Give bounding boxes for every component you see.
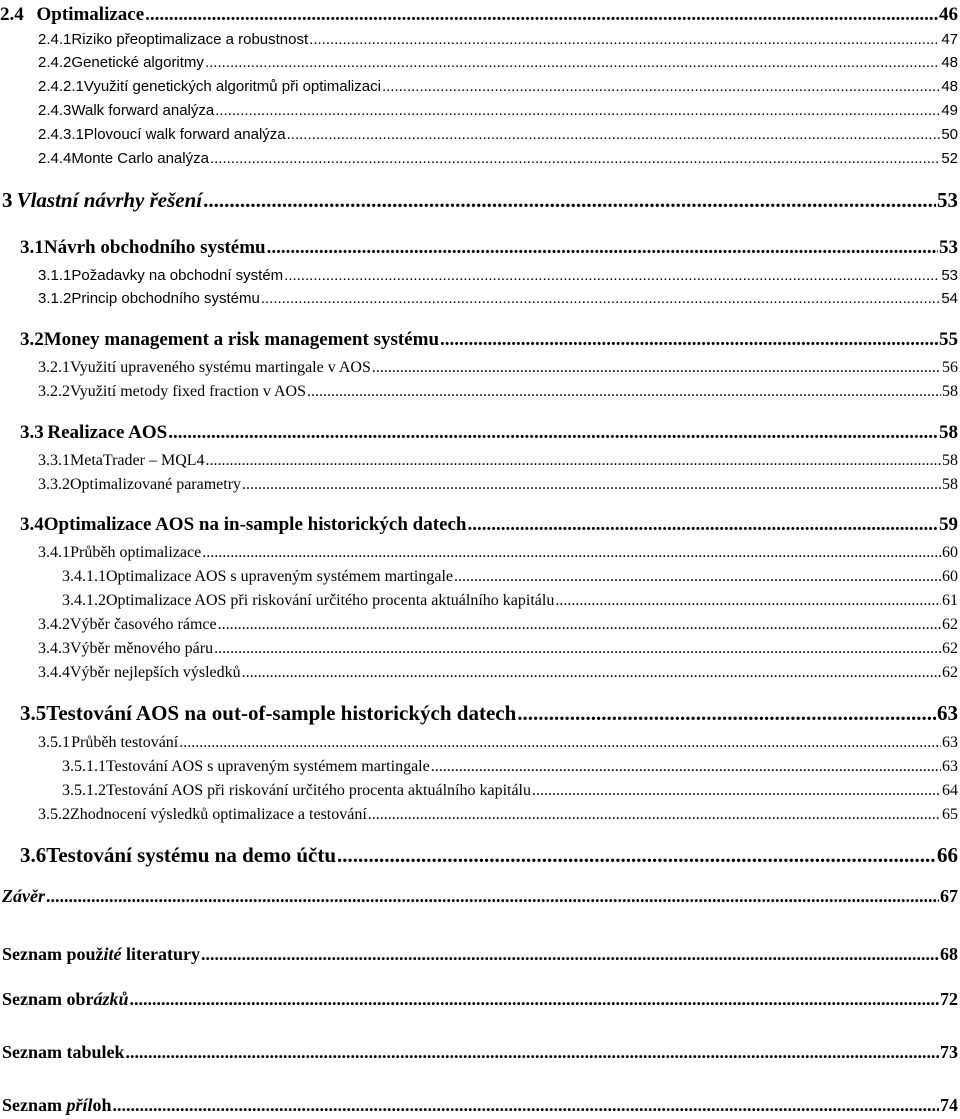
dot-leader xyxy=(368,807,941,823)
toc-chapter[interactable] xyxy=(2,190,958,211)
toc-entry-number: 3.4.1.1 xyxy=(62,568,106,585)
dot-leader xyxy=(242,665,941,681)
toc-entry[interactable] xyxy=(62,759,958,775)
dot-leader xyxy=(210,151,940,166)
toc-entry-page: 48 xyxy=(941,78,958,95)
toc-entry-number: 3.4.2 xyxy=(38,616,70,633)
toc-entry[interactable] xyxy=(62,569,958,585)
toc-entry-number: 3.3.2 xyxy=(38,476,70,493)
dot-leader xyxy=(454,569,941,585)
dot-leader xyxy=(555,593,941,609)
toc-entry-title xyxy=(2,945,200,963)
toc-entry-title: Výběr nejlepších výsledků xyxy=(70,664,241,681)
dot-leader xyxy=(468,515,939,534)
toc-entry-page: 68 xyxy=(940,944,958,964)
toc-entry[interactable] xyxy=(38,453,958,469)
toc-entry-title: Testování AOS při riskování určitého procenta aktuálního kapitálu xyxy=(106,782,531,799)
dot-leader xyxy=(242,477,941,493)
toc-entry-title: Optimalizace AOS s upraveným systémem martingale xyxy=(106,568,454,585)
toc-entry[interactable] xyxy=(0,5,958,24)
toc-entry[interactable] xyxy=(20,330,958,349)
toc-entry-number: 3.4.3 xyxy=(38,640,70,657)
toc-entry-number: 3 xyxy=(2,188,13,212)
dot-leader xyxy=(46,887,939,905)
toc-back-matter-obrazky[interactable] xyxy=(2,990,958,1008)
dot-leader xyxy=(206,453,941,469)
toc-entry[interactable] xyxy=(38,127,958,142)
toc-entry-page: 49 xyxy=(941,102,958,119)
toc-entry-page: 72 xyxy=(940,989,958,1009)
dot-leader xyxy=(309,32,940,47)
toc-entry-number: 2.4.2 xyxy=(38,54,72,71)
dot-leader xyxy=(372,360,941,376)
dot-leader xyxy=(202,545,941,561)
toc-entry-page: 58 xyxy=(939,422,958,443)
toc-back-matter-prilohy[interactable] xyxy=(2,1096,958,1114)
toc-entry-title: Využití genetických algoritmů při optimalizaci xyxy=(83,78,381,95)
toc-entry-page: 48 xyxy=(941,54,958,71)
dot-leader xyxy=(261,291,941,306)
toc-entry[interactable] xyxy=(38,384,958,400)
toc-entry-page: 53 xyxy=(939,237,958,258)
toc-entry[interactable] xyxy=(38,291,958,306)
toc-entry-page: 58 xyxy=(942,476,958,493)
toc-entry-page: 67 xyxy=(940,886,958,906)
dot-leader xyxy=(337,845,936,866)
toc-entry-page: 58 xyxy=(942,452,958,469)
toc-entry-title: Vlastní návrhy řešení xyxy=(16,188,203,212)
dot-leader xyxy=(215,103,940,118)
toc-entry-title: Testování AOS s upraveným systémem martingale xyxy=(106,758,430,775)
toc-entry-number: 3.3 xyxy=(20,422,44,443)
toc-back-matter-zaver[interactable] xyxy=(2,887,958,905)
toc-entry[interactable] xyxy=(20,423,958,442)
dot-leader xyxy=(130,990,939,1008)
toc-entry-title: Princip obchodního systému xyxy=(71,290,260,307)
toc-entry-title: Výběr časového rámce xyxy=(70,616,217,633)
toc-entry-number: 3.4 xyxy=(20,514,44,535)
toc-entry[interactable] xyxy=(38,735,958,751)
toc-entry-page: 64 xyxy=(942,782,958,799)
title-part: ité xyxy=(103,944,122,964)
toc-entry-number: 3.4.4 xyxy=(38,664,70,681)
toc-entry-number: 3.1 xyxy=(20,237,44,258)
toc-entry-page: 62 xyxy=(942,664,958,681)
toc-entry-page: 60 xyxy=(942,568,958,585)
toc-entry-title: Využití metody fixed fraction v AOS xyxy=(70,383,306,400)
toc-entry-title xyxy=(2,990,129,1008)
dot-leader xyxy=(307,384,941,400)
toc-entry-page: 63 xyxy=(942,734,958,751)
toc-entry-title: Optimalizace AOS při riskování určitého procenta aktuálního kapitálu xyxy=(106,592,555,609)
toc-entry-page: 53 xyxy=(937,188,958,212)
toc-entry[interactable] xyxy=(20,515,958,534)
dot-leader xyxy=(126,1043,939,1061)
toc-entry-number: 3.1.2 xyxy=(38,290,72,307)
dot-leader xyxy=(205,55,940,70)
toc-entry-page: 55 xyxy=(939,329,958,350)
dot-leader xyxy=(113,1096,939,1114)
toc-entry-number: 3.5.1 xyxy=(38,734,70,751)
toc-back-matter-tabulky[interactable] xyxy=(2,1043,958,1061)
toc-entry-page: 73 xyxy=(940,1042,958,1062)
toc-entry-page: 62 xyxy=(942,616,958,633)
toc-entry[interactable] xyxy=(38,360,958,376)
toc-entry-title: Monte Carlo analýza xyxy=(71,150,209,167)
toc-entry[interactable] xyxy=(38,151,958,166)
toc-entry-number: 2.4.1 xyxy=(38,31,72,48)
title-part: ázků xyxy=(93,989,129,1009)
toc-entry-title: Zhodnocení výsledků optimalizace a testování xyxy=(70,806,367,823)
toc-entry-number: 2.4.3 xyxy=(38,102,72,119)
toc-entry-title: Walk forward analýza xyxy=(71,102,215,119)
toc-entry[interactable] xyxy=(38,79,958,94)
toc-entry-title: Průběh testování xyxy=(71,734,179,751)
toc-entry[interactable] xyxy=(38,32,958,47)
dot-leader xyxy=(382,79,940,94)
dot-leader xyxy=(168,423,938,442)
toc-entry-page: 50 xyxy=(941,126,958,143)
toc-entry-page: 62 xyxy=(942,640,958,657)
toc-entry-number: 3.5 xyxy=(20,701,47,725)
toc-entry-title: Požadavky na obchodní systém xyxy=(71,267,284,284)
title-part: Seznam použ xyxy=(2,944,104,964)
dot-leader xyxy=(517,703,936,724)
toc-entry-title: Optimalizace AOS na in-sample historických datech xyxy=(43,514,467,535)
toc-entry[interactable] xyxy=(20,238,958,257)
toc-entry-title: Plovoucí walk forward analýza xyxy=(83,126,286,143)
toc-entry-number: 3.4.1 xyxy=(38,544,70,561)
toc-entry[interactable] xyxy=(38,268,958,283)
toc-entry[interactable] xyxy=(38,665,958,681)
toc-entry-number: 2.4.4 xyxy=(38,150,72,167)
toc-entry-title: Průběh optimalizace xyxy=(70,544,202,561)
title-part: literatury xyxy=(121,944,200,964)
toc-entry-number: 3.2.1 xyxy=(38,359,70,376)
toc-entry-number: 3.5.1.1 xyxy=(62,758,106,775)
dot-leader xyxy=(201,945,939,963)
title-part: Seznam xyxy=(2,1095,67,1115)
toc-entry-number: 3.2 xyxy=(20,329,44,350)
dot-leader xyxy=(267,238,938,257)
toc-entry-title: Výběr měnového páru xyxy=(70,640,214,657)
toc-entry-title: Genetické algoritmy xyxy=(71,54,204,71)
toc-entry-title: Testování systému na demo účtu xyxy=(46,843,337,867)
toc-entry-page: 53 xyxy=(941,267,958,284)
toc-entry-page: 56 xyxy=(942,359,958,376)
dot-leader xyxy=(431,759,941,775)
toc-entry-page: 65 xyxy=(942,806,958,823)
toc-entry-title: Seznam tabulek xyxy=(2,1042,125,1062)
toc-entry-number: 3.4.1.2 xyxy=(62,592,106,609)
dot-leader xyxy=(145,5,938,24)
toc-entry-page: 61 xyxy=(942,592,958,609)
toc-entry-number: 2.4 xyxy=(0,4,24,25)
toc-entry[interactable] xyxy=(62,593,958,609)
toc-entry-page: 74 xyxy=(940,1095,958,1115)
toc-entry-page: 58 xyxy=(942,383,958,400)
toc-entry-page: 60 xyxy=(942,544,958,561)
dot-leader xyxy=(287,127,941,142)
toc-entry-page: 47 xyxy=(941,31,958,48)
toc-entry-title: Testování AOS na out-of-sample historických datech xyxy=(46,701,517,725)
toc-entry-number: 3.2.2 xyxy=(38,383,70,400)
toc-entry-number: 3.1.1 xyxy=(38,267,72,284)
toc-back-matter-literatura[interactable] xyxy=(2,945,958,963)
dot-leader xyxy=(532,783,941,799)
toc-entry[interactable] xyxy=(38,55,958,70)
toc-entry-number: 2.4.2.1 xyxy=(38,78,84,95)
toc-entry-number: 3.5.1.2 xyxy=(62,782,106,799)
toc-entry-number: 3.6 xyxy=(20,843,47,867)
toc-entry-title xyxy=(2,1096,112,1114)
toc-entry-title: Optimalizované parametry xyxy=(70,476,242,493)
title-part: oh xyxy=(92,1095,112,1115)
toc-entry-title: Optimalizace xyxy=(36,4,145,25)
toc-entry-number: 3.3.1 xyxy=(38,452,70,469)
title-part: Seznam obr xyxy=(2,989,94,1009)
toc-entry-page: 59 xyxy=(939,514,958,535)
toc-entry-number: 2.4.3.1 xyxy=(38,126,84,143)
toc-entry-page: 66 xyxy=(937,843,958,867)
dot-leader xyxy=(179,735,941,751)
toc-entry[interactable] xyxy=(38,617,958,633)
dot-leader xyxy=(214,641,941,657)
toc-entry[interactable] xyxy=(38,641,958,657)
toc-entry-title: Závěr xyxy=(2,886,45,906)
toc-entry-title: Money management a risk management systému xyxy=(43,329,440,350)
dot-leader xyxy=(203,190,936,211)
toc-entry-page: 63 xyxy=(937,701,958,725)
toc-entry-page: 52 xyxy=(941,150,958,167)
toc-entry-title: Riziko přeoptimalizace a robustnost xyxy=(71,31,309,48)
toc-entry-page: 46 xyxy=(939,4,958,25)
toc-entry[interactable] xyxy=(38,103,958,118)
title-part: příl xyxy=(66,1095,93,1115)
toc-entry-title: Realizace AOS xyxy=(47,422,168,443)
toc-entry[interactable] xyxy=(20,845,958,866)
toc-entry[interactable] xyxy=(38,545,958,561)
dot-leader xyxy=(218,617,941,633)
dot-leader xyxy=(440,330,938,349)
toc-entry[interactable] xyxy=(38,477,958,493)
toc-entry-title: Návrh obchodního systému xyxy=(43,237,266,258)
toc-entry-title: Využití upraveného systému martingale v AOS xyxy=(70,359,371,376)
toc-entry[interactable] xyxy=(20,703,958,724)
toc-entry[interactable] xyxy=(62,783,958,799)
toc-entry-title: MetaTrader – MQL4 xyxy=(70,452,205,469)
toc-entry[interactable] xyxy=(38,807,958,823)
dot-leader xyxy=(284,268,940,283)
toc-entry-page: 63 xyxy=(942,758,958,775)
toc-entry-number: 3.5.2 xyxy=(38,806,70,823)
toc-entry-page: 54 xyxy=(941,290,958,307)
